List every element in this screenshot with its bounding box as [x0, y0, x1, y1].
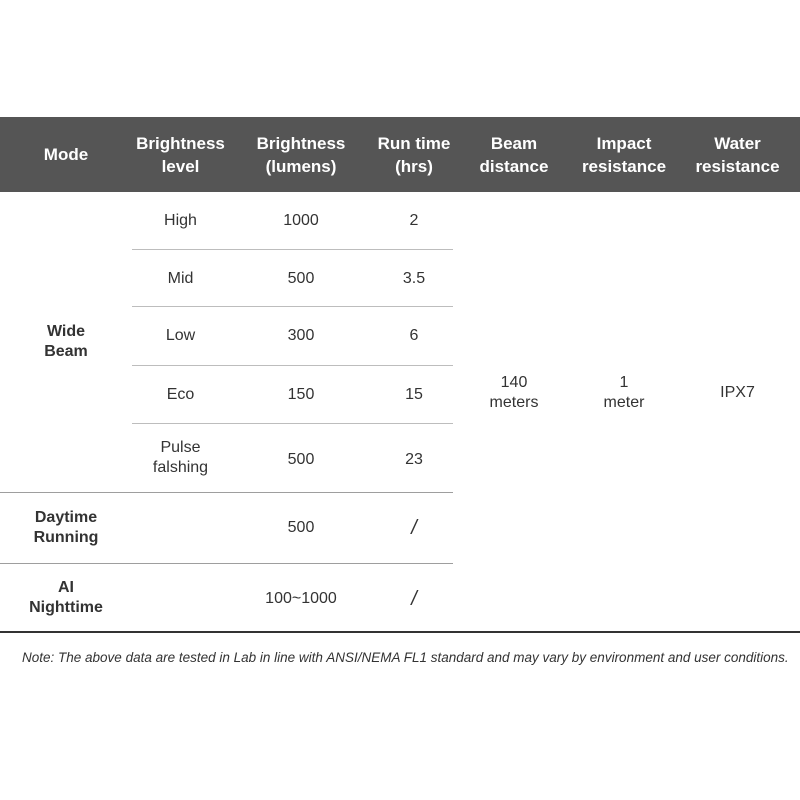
mode-daytime-running [0, 493, 132, 563]
water-resistance-text: IPX7 [720, 384, 755, 401]
footnote: Note: The above data are tested in Lab in line with ANSI/NEMA FL1 standard and may vary by environment and user conditions. [22, 650, 789, 665]
lumens-text: 300 [287, 327, 315, 344]
level-text: Low [165, 327, 196, 344]
water-resistance-cell [680, 192, 795, 594]
impact-resistance-cell [568, 192, 680, 594]
lumens-cell [249, 493, 353, 563]
level-text: Eco [166, 386, 195, 403]
header-impact-resistance [568, 117, 680, 192]
header-run-time [364, 117, 464, 192]
header-brightness-lumens [249, 117, 353, 192]
header-text: distance [479, 156, 549, 176]
level-text: Mid [167, 269, 194, 287]
lumens-cell [249, 250, 353, 307]
runtime-cell [364, 424, 464, 496]
mode-ai-nighttime [0, 564, 132, 631]
mode-text: AI [58, 578, 74, 596]
row-divider [132, 423, 453, 424]
level-cell [132, 192, 229, 249]
header-water-resistance [680, 117, 795, 192]
level-text: High [164, 211, 197, 229]
runtime-text: / [411, 588, 417, 610]
header-text: Brightness [256, 133, 346, 153]
lumens-cell [249, 424, 353, 496]
lumens-cell [249, 366, 353, 424]
runtime-cell [364, 366, 464, 424]
mode-text: Running [33, 529, 99, 546]
row-divider [132, 365, 453, 366]
runtime-cell [364, 564, 464, 634]
mode-text: Beam [44, 343, 88, 360]
runtime-text: 15 [405, 386, 423, 403]
runtime-text: 3.5 [402, 269, 426, 287]
runtime-text: 23 [405, 451, 423, 468]
runtime-cell [364, 493, 464, 563]
header-mode [0, 117, 132, 192]
mode-text: Daytime [34, 509, 98, 526]
row-divider [0, 492, 453, 493]
lumens-cell [249, 192, 353, 249]
header-text: resistance [581, 156, 667, 176]
runtime-cell [364, 307, 464, 365]
impact-resistance-text: meter [603, 394, 645, 411]
level-cell [132, 307, 229, 365]
header-text: (lumens) [265, 156, 337, 176]
row-divider [132, 249, 453, 250]
header-beam-distance [464, 117, 564, 192]
level-cell [132, 366, 229, 424]
runtime-text: 2 [409, 211, 419, 229]
level-text: Pulse [160, 439, 201, 456]
runtime-text: 6 [409, 327, 419, 344]
header-text: Water [714, 133, 761, 153]
table-bottom-border [0, 631, 800, 633]
lumens-text: 500 [287, 451, 315, 468]
header-text: level [161, 156, 200, 176]
lumens-cell [249, 307, 353, 365]
header-text: Run time [377, 133, 451, 153]
header-text: Impact [596, 133, 652, 153]
lumens-text: 500 [287, 519, 315, 536]
header-brightness-level [132, 117, 229, 192]
lumens-text: 500 [287, 269, 315, 287]
level-cell [132, 250, 229, 307]
header-mode-text: Mode [43, 145, 89, 164]
lumens-cell [249, 564, 353, 634]
beam-distance-text: 140 [500, 374, 528, 391]
mode-wide-beam [0, 192, 132, 492]
impact-resistance-text: 1 [619, 374, 629, 391]
beam-distance-text: meters [489, 394, 539, 411]
table-header [0, 117, 800, 192]
lumens-text: 150 [287, 386, 315, 403]
level-cell [132, 424, 229, 492]
header-text: Brightness [136, 133, 225, 153]
beam-distance-cell [464, 192, 564, 594]
header-text: (hrs) [395, 156, 433, 176]
level-text: falshing [152, 459, 209, 476]
lumens-text: 100~1000 [265, 590, 337, 607]
lumens-text: 1000 [283, 211, 319, 229]
runtime-cell [364, 250, 464, 307]
mode-text: Wide [46, 323, 86, 340]
row-divider [0, 563, 453, 564]
mode-text: Nighttime [29, 598, 103, 616]
runtime-cell [364, 192, 464, 249]
row-divider [132, 306, 453, 307]
runtime-text: / [411, 517, 417, 539]
header-text: resistance [695, 156, 780, 176]
header-text: Beam [490, 133, 538, 153]
